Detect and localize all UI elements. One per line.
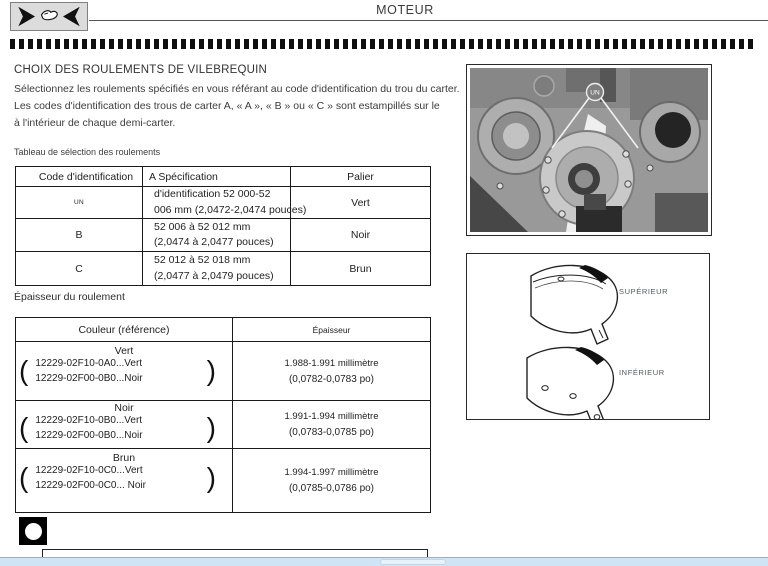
palier-cell xyxy=(291,219,430,251)
paren-open: ( xyxy=(19,462,29,494)
bearing-selection-table xyxy=(15,166,431,286)
thickness-po: (0,0785-0,0786 po) xyxy=(288,483,375,494)
part-number: 12229-02F10-0B0...Vert xyxy=(35,415,143,426)
table-header-row xyxy=(16,318,430,342)
bearing-thickness-table xyxy=(15,317,431,513)
epaisseur-cell xyxy=(233,401,430,448)
code-value: UN xyxy=(74,199,84,206)
palier-cell xyxy=(291,252,430,285)
code-cell xyxy=(16,187,143,218)
couleur-cell xyxy=(16,401,233,448)
color-name: Vert xyxy=(114,345,134,357)
paren-close: ) xyxy=(206,412,216,444)
header-divider xyxy=(89,20,768,21)
callout-label: UN xyxy=(590,89,600,97)
part-number: 12229-02F00-0B0...Noir xyxy=(35,430,143,441)
part-numbers xyxy=(28,463,206,493)
spec-line: d'identification 52 000-52 xyxy=(154,188,271,200)
paragraph-line: à l'intérieur de chaque demi-carter. xyxy=(14,116,176,129)
column-header: Épaisseur xyxy=(312,324,351,335)
page-title: MOTEUR xyxy=(376,3,434,17)
part-number: 12229-02F00-0B0...Noir xyxy=(35,373,143,384)
table-row xyxy=(16,449,430,512)
paragraph-line: Les codes d'identification des trous de carter A, « A », « B » ou « C » sont estampillés sur le xyxy=(14,99,440,112)
spec-cell xyxy=(143,252,291,285)
column-header: Couleur (référence) xyxy=(78,323,170,336)
header-cell-epaisseur xyxy=(233,318,430,341)
code-cell xyxy=(16,252,143,285)
spec-line: 52 006 à 52 012 mm xyxy=(154,220,251,233)
marker-circle xyxy=(25,523,42,540)
paren-close: ) xyxy=(206,462,216,494)
nav-arrows-icon xyxy=(10,2,88,31)
table-row xyxy=(16,342,430,401)
table-row xyxy=(16,219,430,252)
epaisseur-cell xyxy=(233,449,430,512)
horizontal-scrollbar[interactable] xyxy=(0,557,768,566)
part-numbers xyxy=(28,356,206,386)
column-header: A Spécification xyxy=(149,170,218,183)
scrollbar-thumb[interactable] xyxy=(380,559,446,565)
paren-open: ( xyxy=(19,412,29,444)
paragraph-line: Sélectionnez les roulements spécifiés en vous référant au code d'identification du trou du carter. xyxy=(14,83,460,95)
table-header-row xyxy=(16,167,430,187)
paren-open: ( xyxy=(19,355,29,387)
palier-value: Vert xyxy=(351,196,370,209)
color-name: Noir xyxy=(114,402,134,414)
thickness-mm: 1.991-1.994 millimètre xyxy=(284,411,379,422)
palier-cell xyxy=(291,187,430,218)
header-cell-spec xyxy=(143,167,291,186)
part-number: 12229-02F10-0A0...Vert xyxy=(35,358,143,369)
spec-cell xyxy=(143,187,307,218)
code-cell xyxy=(16,219,143,251)
epaisseur-cell xyxy=(233,342,430,400)
section-title: CHOIX DES ROULEMENTS DE VILEBREQUIN xyxy=(14,64,268,76)
spec-cell xyxy=(143,219,291,251)
dashed-separator xyxy=(10,39,757,49)
upper-shell-label: SUPÉRIEUR xyxy=(619,287,669,296)
code-value: C xyxy=(75,262,83,275)
part-number: 12229-02F00-0C0... Noir xyxy=(35,480,146,491)
section-marker-icon xyxy=(19,517,47,545)
part-numbers xyxy=(28,413,206,443)
couleur-cell xyxy=(16,449,233,512)
thickness-po: (0,0783-0,0785 po) xyxy=(288,427,375,438)
palier-value: Brun xyxy=(349,262,372,275)
intro-paragraph xyxy=(14,81,460,131)
bearing-shells-figure xyxy=(466,253,710,420)
part-number-group xyxy=(16,356,232,386)
part-number-group xyxy=(16,413,232,443)
table-row xyxy=(16,401,430,449)
column-header: Code d'identification xyxy=(38,170,134,183)
palier-value: Noir xyxy=(350,229,371,241)
thickness-heading: Épaisseur du roulement xyxy=(14,291,125,303)
code-value: B xyxy=(75,229,83,241)
bearing-shells-drawing xyxy=(467,254,709,419)
crankcase-photo xyxy=(470,68,708,232)
table-caption: Tableau de sélection des roulements xyxy=(14,147,161,157)
couleur-cell xyxy=(16,342,233,400)
header-cell-code xyxy=(16,167,143,186)
thickness-mm: 1.988-1.991 millimètre xyxy=(284,357,379,369)
spec-line: 006 mm (2,0472-2,0474 pouces) xyxy=(154,203,307,216)
table-row xyxy=(16,252,430,285)
header-cell-palier xyxy=(291,167,430,186)
thickness-po: (0,0782-0,0783 po) xyxy=(288,373,375,385)
spec-line: (2,0477 à 2,0479 pouces) xyxy=(154,269,274,282)
color-name: Brun xyxy=(112,452,136,464)
header-cell-couleur xyxy=(16,318,233,341)
spec-line: (2,0474 à 2,0477 pouces) xyxy=(154,236,274,248)
spec-line: 52 012 à 52 018 mm xyxy=(154,254,251,266)
part-number: 12229-02F10-0C0...Vert xyxy=(35,465,143,476)
crankcase-photo-figure xyxy=(466,64,712,236)
paren-close: ) xyxy=(206,355,216,387)
thickness-mm: 1.994-1.997 millimètre xyxy=(284,467,379,478)
column-header: Palier xyxy=(347,170,374,183)
nav-arrows-glyph xyxy=(11,3,87,30)
lower-shell-label: INFÉRIEUR xyxy=(619,368,665,377)
part-number-group xyxy=(16,463,232,493)
table-row xyxy=(16,187,430,219)
